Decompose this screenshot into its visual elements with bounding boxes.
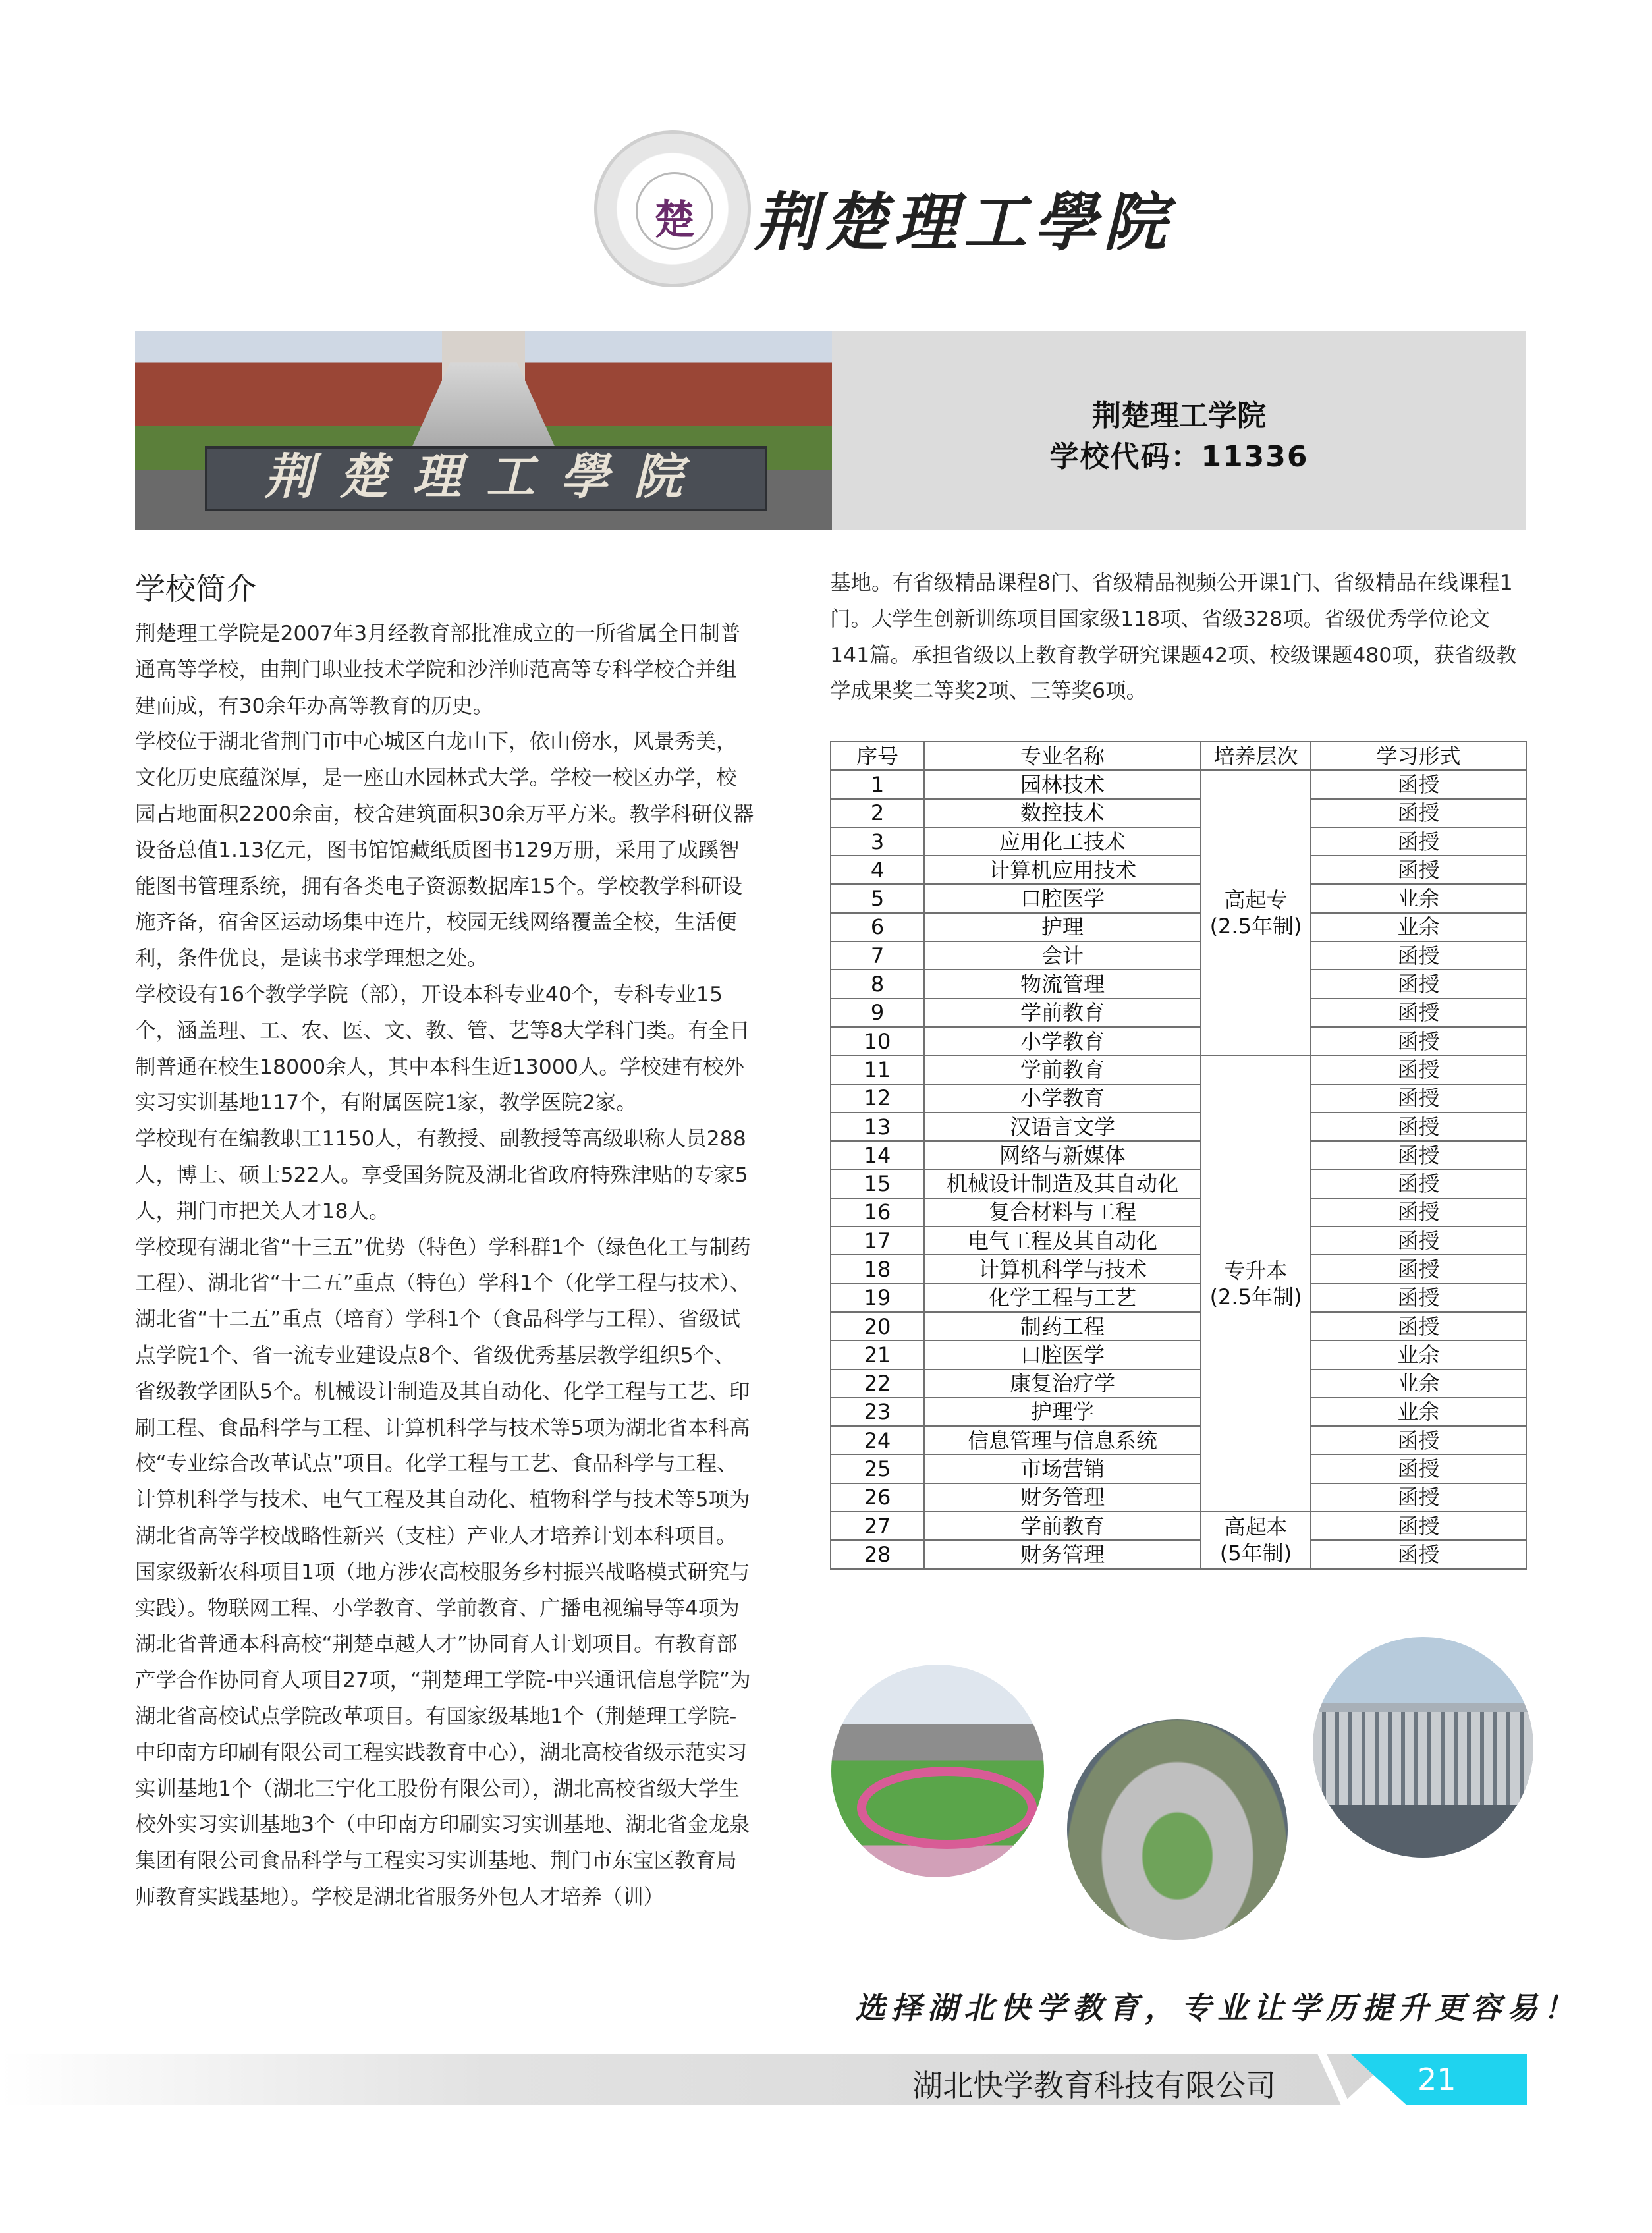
cell-no: 4 — [831, 856, 924, 884]
cell-mode: 函授 — [1311, 999, 1526, 1027]
cell-mode: 函授 — [1311, 799, 1526, 827]
table-row — [831, 1426, 1526, 1454]
campus-gate-photo — [135, 331, 832, 530]
intro-text-right — [830, 565, 1528, 709]
table-row — [831, 1483, 1526, 1512]
cell-mode: 业余 — [1311, 1398, 1526, 1426]
cell-major: 康复治疗学 — [924, 1369, 1201, 1398]
cell-no: 20 — [831, 1312, 924, 1340]
cell-major: 制药工程 — [924, 1312, 1201, 1340]
cell-level — [1201, 1512, 1311, 1569]
table-row — [831, 1169, 1526, 1198]
intro-paragraph: 荆楚理工学院是2007年3月经教育部批准成立的一所省属全日制普通高等学校，由荆门职业技术学院和沙洋师范高等专科学校合并组建而成，有30余年办高等教育的历史。 — [135, 622, 741, 718]
level-duration: (5年制) — [1219, 1541, 1292, 1566]
programs-table — [830, 741, 1527, 1570]
cell-mode: 函授 — [1311, 1426, 1526, 1454]
cell-major: 小学教育 — [924, 1084, 1201, 1113]
cell-no: 11 — [831, 1055, 924, 1084]
table-row — [831, 1141, 1526, 1169]
table-row — [831, 1540, 1526, 1568]
table-row — [831, 941, 1526, 970]
table-row — [831, 1055, 1526, 1084]
cell-no: 8 — [831, 970, 924, 998]
table-row — [831, 1084, 1526, 1113]
cell-no: 19 — [831, 1284, 924, 1312]
school-code: 学校代码：11336 — [1049, 440, 1309, 474]
table-row — [831, 1398, 1526, 1426]
table-row — [831, 827, 1526, 856]
level-name: 高起本 — [1224, 1514, 1288, 1540]
cell-no: 23 — [831, 1398, 924, 1426]
school-info-panel — [832, 331, 1526, 530]
cell-no: 7 — [831, 941, 924, 970]
cell-major: 网络与新媒体 — [924, 1141, 1201, 1169]
table-row — [831, 1284, 1526, 1312]
intro-paragraph: 基地。有省级精品课程8门、省级精品视频公开课1门、省级精品在线课程1门。大学生创新训练项目国家级118项、省级328项。省级优秀学位论文141篇。承担省级以上教育教学研究课题42项、校级课题480项，获省级教学成果奖二等奖2项、三等奖6项。 — [830, 571, 1517, 703]
campus-photo-building — [1313, 1637, 1533, 1858]
cell-mode: 业余 — [1311, 1369, 1526, 1398]
intro-paragraph: 学校现有在编教职工1150人，有教授、副教授等高级职称人员288人，博士、硕士522人。享受国务院及湖北省政府特殊津贴的专家5人，荆门市把关人才18人。 — [135, 1127, 748, 1223]
cell-mode: 业余 — [1311, 913, 1526, 941]
cell-no: 22 — [831, 1369, 924, 1398]
school-seal-logo — [594, 130, 751, 287]
level-duration: (2.5年制) — [1209, 1284, 1302, 1309]
cell-mode: 函授 — [1311, 970, 1526, 998]
cell-mode: 函授 — [1311, 1227, 1526, 1255]
cell-major: 学前教育 — [924, 1055, 1201, 1084]
table-row — [831, 1340, 1526, 1369]
table-row — [831, 1255, 1526, 1283]
header-no: 序号 — [831, 742, 924, 770]
level-name: 高起专 — [1224, 887, 1288, 912]
header-major: 专业名称 — [924, 742, 1201, 770]
cell-mode: 函授 — [1311, 1198, 1526, 1227]
table-row — [831, 1198, 1526, 1227]
cell-major: 护理 — [924, 913, 1201, 941]
cell-major: 应用化工技术 — [924, 827, 1201, 856]
cell-mode: 函授 — [1311, 1084, 1526, 1113]
cell-no: 13 — [831, 1113, 924, 1141]
cell-major: 市场营销 — [924, 1454, 1201, 1483]
cell-mode: 函授 — [1311, 1055, 1526, 1084]
intro-paragraph: 学校位于湖北省荆门市中心城区白龙山下，依山傍水，风景秀美，文化历史底蕴深厚，是一座山水园林式大学。学校一校区办学，校园占地面积2200余亩，校舍建筑面积30余万平方米。教学科研仪器设备总值1.13亿元，图书馆馆藏纸质图书129万册，采用了成蹊智能图书管理系统，拥有各类电子资源数据库15个。学校教学科研设施齐备，宿舍区运动场集中连片，校园无线网络覆盖全校，生活便利，条件优良，是读书求学理想之处。 — [135, 730, 754, 971]
cell-level — [1201, 770, 1311, 1055]
cell-mode: 函授 — [1311, 1512, 1526, 1540]
cell-mode: 函授 — [1311, 1454, 1526, 1483]
cell-major: 汉语言文学 — [924, 1113, 1201, 1141]
table-row — [831, 884, 1526, 912]
cell-mode: 函授 — [1311, 1027, 1526, 1055]
cell-no: 21 — [831, 1340, 924, 1369]
cell-mode: 函授 — [1311, 1312, 1526, 1340]
cell-mode: 函授 — [1311, 1169, 1526, 1198]
slogan: 选择湖北快学教育，专业让学历提升更容易！ — [855, 1990, 1580, 2026]
company-name: 湖北快学教育科技有限公司 — [912, 2068, 1276, 2103]
table-row — [831, 913, 1526, 941]
table-row — [831, 1369, 1526, 1398]
cell-mode: 函授 — [1311, 1284, 1526, 1312]
cell-mode: 函授 — [1311, 827, 1526, 856]
school-name: 荆楚理工学院 — [1092, 399, 1266, 433]
header-mode: 学习形式 — [1311, 742, 1526, 770]
cell-major: 计算机应用技术 — [924, 856, 1201, 884]
cell-major: 学前教育 — [924, 1512, 1201, 1540]
cell-no: 6 — [831, 913, 924, 941]
level-name: 专升本 — [1224, 1257, 1288, 1283]
cell-no: 12 — [831, 1084, 924, 1113]
seal-mark: 楚 — [653, 196, 695, 244]
cell-no: 10 — [831, 1027, 924, 1055]
intro-paragraph: 学校现有湖北省“十三五”优势（特色）学科群1个（绿色化工与制药工程）、湖北省“十二五”重点（特色）学科1个（化学工程与技术）、湖北省“十二五”重点（培育）学科1个（食品科学与工程）、省级试点学院1个、省一流专业建设点8个、省级优秀基层教学组织5个、省级教学团队5个。机械设计制造及其自动化、化学工程与工艺、印刷工程、食品科学与工程、计算机科学与技术等5项为湖北省本科高校“专业综合改革试点”项目。化学工程与工艺、食品科学与工程、计算机科学与技术、电气工程及其自动化、植物科学与技术等5项为湖北省高等学校战略性新兴（支柱）产业人才培养计划本科项目。国家级新农科项目1项（地方涉农高校服务乡村振兴战略模式研究与实践）。物联网工程、小学教育、学前教育、广播电视编导等4项为湖北省普通本科高校“荆楚卓越人才”协同育人计划项目。有教育部产学合作协同育人项目27项，“荆楚理工学院-中兴通讯信息学院”为湖北省高校试点学院改革项目。有国家级基地1个（荆楚理工学院-中印南方印刷有限公司工程实践教育中心），湖北高校省级示范实习实训基地1个（湖北三宁化工股份有限公司），湖北高校省级大学生校外实习实训基地3个（中印南方印刷实习实训基地、湖北省金龙泉集团有限公司食品科学与工程实习实训基地、荆门市东宝区教育局师教育实践基地）。学校是湖北省服务外包人才培养（训） — [135, 1235, 751, 1909]
cell-no: 27 — [831, 1512, 924, 1540]
table-row — [831, 999, 1526, 1027]
cell-no: 3 — [831, 827, 924, 856]
cell-no: 25 — [831, 1454, 924, 1483]
cell-level — [1201, 1055, 1311, 1512]
cell-no: 28 — [831, 1540, 924, 1568]
cell-major: 化学工程与工艺 — [924, 1284, 1201, 1312]
programs-body — [831, 770, 1526, 1568]
cell-major: 数控技术 — [924, 799, 1201, 827]
cell-major: 财务管理 — [924, 1483, 1201, 1512]
cell-mode: 函授 — [1311, 941, 1526, 970]
intro-text-left — [135, 616, 756, 1916]
cell-no: 26 — [831, 1483, 924, 1512]
table-row — [831, 856, 1526, 884]
cell-major: 护理学 — [924, 1398, 1201, 1426]
table-row — [831, 1113, 1526, 1141]
table-row — [831, 1454, 1526, 1483]
cell-major: 学前教育 — [924, 999, 1201, 1027]
campus-photo-courtyard — [1067, 1719, 1288, 1940]
cell-major: 会计 — [924, 941, 1201, 970]
campus-photo-plaza — [831, 1665, 1044, 1877]
cell-mode: 函授 — [1311, 1540, 1526, 1568]
cell-major: 园林技术 — [924, 770, 1201, 798]
table-row — [831, 1227, 1526, 1255]
cell-major: 电气工程及其自动化 — [924, 1227, 1201, 1255]
cell-major: 财务管理 — [924, 1540, 1201, 1568]
cell-no: 14 — [831, 1141, 924, 1169]
table-row — [831, 1512, 1526, 1540]
section-heading: 学校简介 — [135, 571, 256, 607]
cell-major: 复合材料与工程 — [924, 1198, 1201, 1227]
cell-no: 2 — [831, 799, 924, 827]
cell-mode: 函授 — [1311, 856, 1526, 884]
school-wordmark-logo: 荆楚理工學院 — [754, 185, 1173, 260]
cell-major: 口腔医学 — [924, 1340, 1201, 1369]
table-row — [831, 1312, 1526, 1340]
cell-major: 计算机科学与技术 — [924, 1255, 1201, 1283]
cell-mode: 函授 — [1311, 1255, 1526, 1283]
header-level: 培养层次 — [1201, 742, 1311, 770]
cell-no: 1 — [831, 770, 924, 798]
cell-no: 9 — [831, 999, 924, 1027]
cell-mode: 业余 — [1311, 884, 1526, 912]
cell-no: 24 — [831, 1426, 924, 1454]
cell-no: 5 — [831, 884, 924, 912]
page-number: 21 — [1418, 2062, 1456, 2097]
table-header-row — [831, 742, 1526, 770]
cell-major: 信息管理与信息系统 — [924, 1426, 1201, 1454]
cell-no: 15 — [831, 1169, 924, 1198]
cell-mode: 业余 — [1311, 1340, 1526, 1369]
cell-mode: 函授 — [1311, 1483, 1526, 1512]
gate-sign: 荆楚理工學院 — [205, 446, 767, 511]
cell-major: 物流管理 — [924, 970, 1201, 998]
cell-major: 小学教育 — [924, 1027, 1201, 1055]
cell-mode: 函授 — [1311, 770, 1526, 798]
table-row — [831, 970, 1526, 998]
cell-major: 机械设计制造及其自动化 — [924, 1169, 1201, 1198]
cell-major: 口腔医学 — [924, 884, 1201, 912]
intro-paragraph: 学校设有16个教学学院（部），开设本科专业40个，专科专业15个，涵盖理、工、农、医、文、教、管、艺等8大学科门类。有全日制普通在校生18000余人，其中本科生近13000人。学校建有校外实习实训基地117个，有附属医院1家，教学医院2家。 — [135, 982, 750, 1115]
cell-no: 18 — [831, 1255, 924, 1283]
table-row — [831, 1027, 1526, 1055]
table-row — [831, 770, 1526, 798]
cell-mode: 函授 — [1311, 1141, 1526, 1169]
cell-no: 16 — [831, 1198, 924, 1227]
cell-mode: 函授 — [1311, 1113, 1526, 1141]
cell-no: 17 — [831, 1227, 924, 1255]
table-row — [831, 799, 1526, 827]
level-duration: (2.5年制) — [1209, 913, 1302, 939]
